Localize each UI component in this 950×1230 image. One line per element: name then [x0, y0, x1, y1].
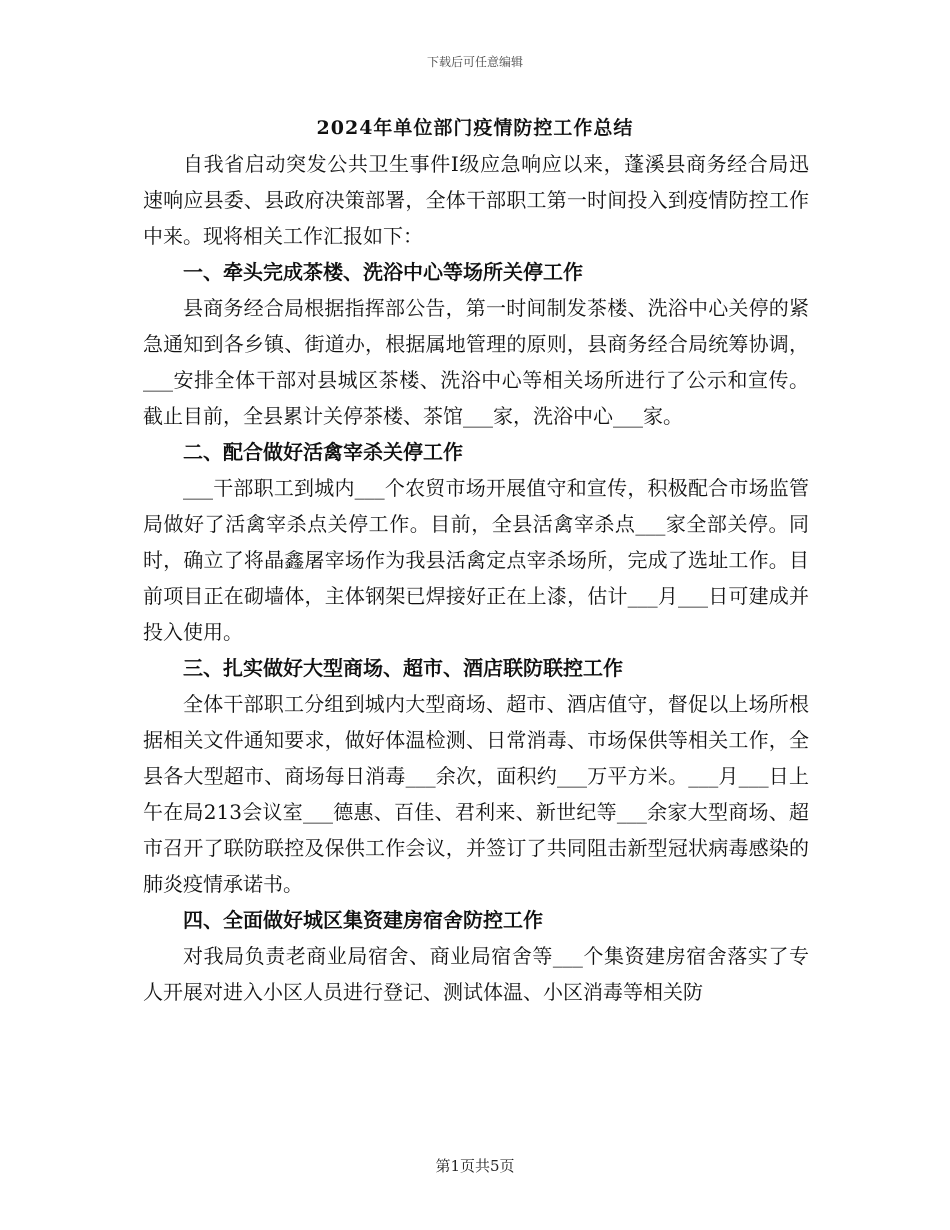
section-heading-3: 三、扎实做好大型商场、超市、酒店联防联控工作 [183, 656, 623, 680]
intro-paragraph: 自我省启动突发公共卫生事件Ⅰ级应急响应以来，蓬溪县商务经合局迅速响应县委、县政府决策部署，全体干部职工第一时间投入到疫情防控工作中来。现将相关工作汇报如下： [143, 152, 809, 248]
section-heading-1: 一、牵头完成茶楼、洗浴中心等场所关停工作 [183, 260, 583, 284]
document-body [143, 146, 809, 1010]
section-paragraph-2: ___干部职工到城内___个农贸市场开展值守和宣传，积极配合市场监管局做好了活禽宰杀点关停工作。目前，全县活禽宰杀点___家全部关停。同时，确立了将晶鑫屠宰场作为我县活禽定点宰杀场所，完成了选址工作。目前项目正在砌墙体，主体钢架已焊接好正在上漆，估计___月___日可建成并投入使用。 [143, 476, 809, 644]
page-number: 第1页共5页 [435, 1157, 515, 1175]
section-paragraph-3: 全体干部职工分组到城内大型商场、超市、酒店值守，督促以上场所根据相关文件通知要求，做好体温检测、日常消毒、市场保供等相关工作，全县各大型超市、商场每日消毒___余次，面积约___万平方米。___月___日上午在局213会议室___德惠、百佳、君利来、新世纪等___余家大型商场、超市召开了联防联控及保供工作会议，并签订了共同阻击新型冠状病毒感染的肺炎疫情承诺书。 [143, 692, 809, 896]
document-title: 2024年单位部门疫情防控工作总结 [316, 117, 634, 139]
section-paragraph-1: 县商务经合局根据指挥部公告，第一时间制发茶楼、洗浴中心关停的紧急通知到各乡镇、街道办，根据属地管理的原则，县商务经合局统筹协调，___安排全体干部对县城区茶楼、洗浴中心等相关场所进行了公示和宣传。截止目前，全县累计关停茶楼、茶馆___家，洗浴中心___家。 [143, 296, 809, 428]
header-note: 下载后可任意编辑 [426, 55, 523, 69]
section-heading-2: 二、配合做好活禽宰杀关停工作 [183, 440, 463, 464]
section-heading-4: 四、全面做好城区集资建房宿舍防控工作 [183, 908, 543, 932]
section-paragraph-4: 对我局负责老商业局宿舍、商业局宿舍等___个集资建房宿舍落实了专人开展对进入小区人员进行登记、测试体温、小区消毒等相关防 [143, 944, 809, 1004]
